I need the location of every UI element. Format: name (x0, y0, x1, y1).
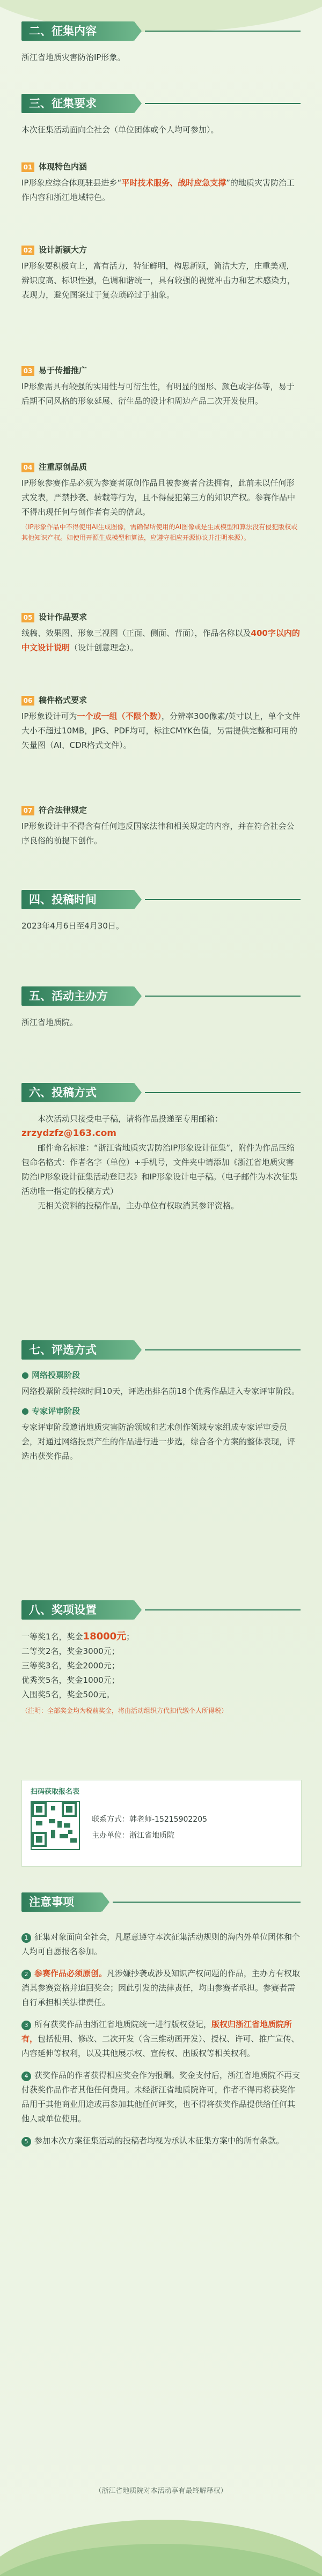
notes-list (21, 1930, 301, 2156)
host-info: 主办单位：浙江省地质院 (92, 1831, 174, 1840)
req-item-04 (21, 461, 301, 543)
note-item: 3 所有获奖作品由浙江省地质院统一进行版权登记，版权归浙江省地质院所有，包括使用、修改、二次开发（含三维动画开发）、授权、许可、推广宣传、内容延伸等权利，以及其他展示权、宣传权、出版权等相关权利。 (21, 2020, 299, 2058)
award-row: 二等奖2名，奖金3000元； (21, 1646, 120, 1656)
section-submission-method (21, 1083, 301, 1213)
section-text-2: 邮件命名标准：“浙江省地质灾害防治IP形象设计征集”，附件为作品压缩包命名格式：作者名字（单位）+手机号，文件夹中请添加《浙江省地质灾害防治IP形象设计征集活动登记表》和IP形象设计电子稿。（电子邮件为本次征集活动唯一指定的投稿方式） (21, 1143, 298, 1196)
item-text: IP形象设计可为一个或一组（不限个数），分辨率300像素/英寸以上，单个文件大小不超过10MB，JPG、PDF均可，标注CMYK色值，另需提供完整和可用的矢量图（AI、CDR格式文件）。 (21, 711, 301, 750)
item-text: IP形象参赛作品必须为参赛者原创作品且被参赛者合法拥有，此前未以任何形式发表，严禁抄袭、转载等行为，且不得侵犯第三方的知识产权。参赛作品中不得出现任何与创作者有关的信息。 (21, 478, 296, 517)
item-text: IP形象应综合体现驻县进乡“平时技术服务、战时应急支撑”的地质灾害防治工作内容和浙江地域特色。 (21, 178, 295, 202)
item-note: （IP形象作品中不得使用AI生成图像，需确保所使用的AI图像或是生成模型和算法没有侵犯版权或其他知识产权。如使用开源生成模型和算法，应遵守相应开源协议并注明来源）。 (21, 523, 298, 541)
award-row: 一等奖1名，奖金18000元； (21, 1631, 135, 1642)
section-title: 注意事项 (29, 1896, 74, 1909)
section-text-1: 本次活动只接受电子稿，请将作品投递至专用邮箱：zrzydzfz@163.com (21, 1114, 223, 1139)
item-title: 注重原创品质 (39, 462, 87, 472)
item-title: 符合法律规定 (39, 805, 87, 815)
item-title: 设计新颖大方 (39, 245, 87, 255)
item-number: 02 (21, 246, 34, 255)
item-number: 06 (21, 696, 34, 706)
note-item: 1 征集对象面向全社会，凡愿意遵守本次征集活动规则的海内外单位团体和个人均可自愿报名参加。 (21, 1932, 301, 1956)
item-number: 05 (21, 613, 34, 622)
section-title: 七、评选方式 (29, 1343, 97, 1356)
item-text: IP形象要积极向上，富有活力，特征鲜明，构思新颖，简洁大方，庄重美观，辨识度高、标识性强，色调和谐统一，具有较强的视觉冲击力和艺术感染力，表现力，避免图案过于复杂琐碎过于抽象。 (21, 261, 296, 300)
req-item-02 (21, 244, 301, 302)
section-text: 浙江省地质灾害防治IP形象。 (21, 53, 126, 62)
contact-info: 联系方式：韩老师-15215902205 (92, 1815, 208, 1824)
item-number: 07 (21, 806, 34, 815)
req-item-03 (21, 365, 301, 409)
section-selection-method (21, 1340, 301, 1464)
section-title: 三、征集要求 (29, 97, 97, 110)
bullet-icon: ● (21, 1406, 29, 1416)
stage-text: 网络投票阶段持续时间10天，评选出排名前18个优秀作品进入专家评审阶段。 (21, 1386, 300, 1396)
qr-code-icon (32, 1802, 77, 1847)
item-title: 稿件格式要求 (39, 695, 87, 705)
bullet-icon: ● (21, 1370, 29, 1380)
register-card (21, 1780, 302, 1867)
section-text-3: 无相关资料的投稿作品，主办单位有权取消其参评资格。 (38, 1201, 239, 1211)
award-note: （注明：全部奖金均为税前奖金，将由活动组织方代扣代缴个人所得税） (21, 1707, 228, 1714)
footer-note: （浙江省地质院对本活动享有最终解释权） (94, 2487, 228, 2495)
req-item-01 (21, 161, 301, 205)
section-title: 四、投稿时间 (29, 893, 97, 906)
note-item: 5 参加本次方案征集活动的投稿者均视为承认本征集方案中的所有条款。 (21, 2134, 301, 2148)
item-title: 易于传播推广 (39, 366, 87, 375)
req-item-07 (21, 804, 301, 848)
item-text: 线稿、效果图、形象三视图（正面、侧面、背面），作品名称以及400字以内的中文设计说明（设计创意理念）。 (21, 628, 300, 652)
section-title: 二、征集内容 (29, 25, 97, 38)
item-title: 设计作品要求 (39, 612, 87, 622)
section-intro: 本次征集活动面向全社会（单位团体或个人均可参加）。 (21, 125, 219, 135)
section-content (21, 21, 301, 65)
section-awards (21, 1600, 301, 1716)
award-row: 入围奖5名，奖金500元。 (21, 1690, 115, 1699)
section-text: 2023年4月6日至4月30日。 (21, 921, 124, 931)
register-head: 扫码获取报名表 (31, 1788, 80, 1796)
section-notes (21, 1892, 301, 1912)
section-organizer (21, 986, 301, 1030)
item-number: 03 (21, 366, 34, 376)
email-link[interactable]: zrzydzfz@163.com (21, 1128, 117, 1139)
req-item-05 (21, 611, 301, 655)
stage-title: 网络投票阶段 (32, 1370, 80, 1380)
qr-code[interactable] (31, 1801, 80, 1850)
award-row: 优秀奖5名，奖金1000元； (21, 1675, 120, 1685)
item-text: IP形象设计中不得含有任何违反国家法律和相关规定的内容，并在符合社会公序良俗的前提下创作。 (21, 821, 295, 845)
section-title: 六、投稿方式 (29, 1086, 97, 1099)
item-number: 04 (21, 463, 34, 472)
section-submission-time (21, 890, 301, 933)
award-list (21, 1629, 301, 1702)
section-title: 五、活动主办方 (29, 990, 108, 1003)
req-item-06 (21, 694, 301, 753)
section-text: 浙江省地质院。 (21, 1018, 78, 1027)
section-requirements (21, 94, 301, 137)
note-item: 2 参赛作品必须原创。凡涉嫌抄袭或涉及知识产权问题的作品，主办方有权取消其参赛资格并追回奖金；因此引发的法律责任，均由参赛者承担。参赛者需自行承担相关法律责任。 (21, 1969, 301, 2007)
award-row: 三等奖3名，奖金2000元； (21, 1661, 120, 1671)
item-number: 01 (21, 162, 34, 172)
item-text: IP形象需具有较强的实用性与可衍生性，有明显的图形、颜色或字体等，易于后期不同风格的形象延展、衍生品的设计和周边产品二次开发使用。 (21, 382, 295, 406)
section-title: 八、奖项设置 (29, 1603, 97, 1616)
note-item: 4 获奖作品的作者获得相应奖金作为报酬。奖金支付后，浙江省地质院不再支付获奖作品作者其他任何费用。未经浙江省地质院许可，作者不得再将获奖作品用于其他商业用途或再参加其他任何评奖，也不得将获奖作品提供给任何其他人或单位使用。 (21, 2070, 301, 2124)
item-title: 体现特色内涵 (39, 162, 87, 172)
stage-title: 专家评审阶段 (32, 1406, 80, 1416)
stage-text: 专家评审阶段邀请地质灾害防治领域和艺术创作领域专家组成专家评审委员会，对通过网络投票产生的作品进行进一步选，综合各个方案的整体表现，评选出获奖作品。 (21, 1422, 296, 1461)
